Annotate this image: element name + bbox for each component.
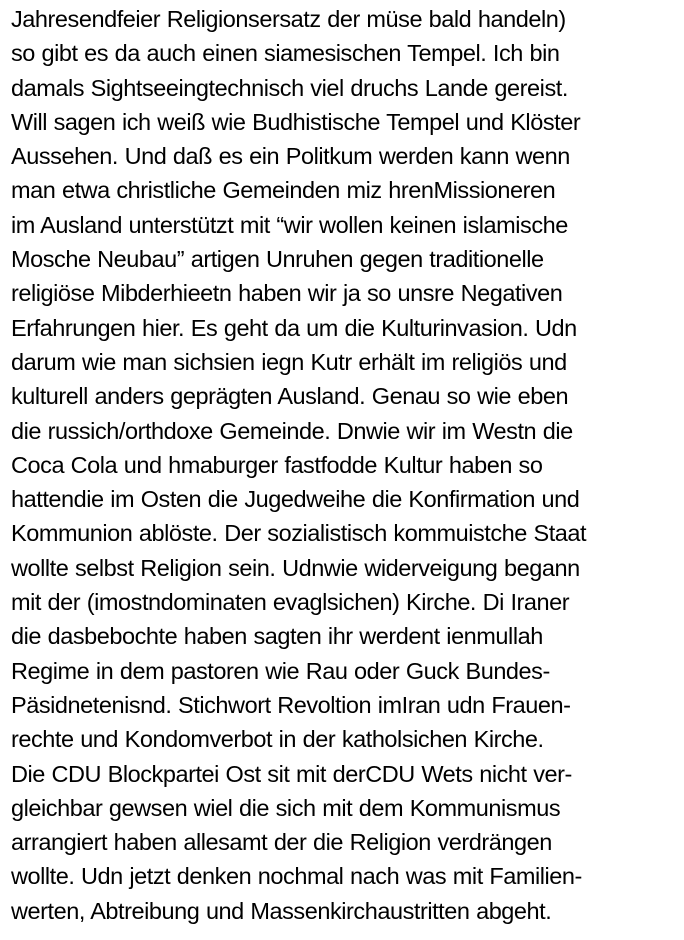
text-line: kulturell anders geprägten Ausland. Genau so wie eben: [11, 383, 569, 410]
text-line: so gibt es da auch einen siamesischen Tempel. Ich bin: [11, 40, 560, 67]
text-line: wollte. Udn jetzt denken nochmal nach was mit Familien-: [11, 863, 582, 890]
text-line: Will sagen ich weiß wie Budhistische Tempel und Klöster: [11, 108, 581, 135]
text-line: die dasbebochte haben sagten ihr werdent ienmullah: [11, 623, 543, 650]
text-line: Päsidnetenisnd. Stichwort Revoltion imIran udn Frauen-: [11, 691, 571, 718]
text-line: darum wie man sichsien iegn Kutr erhält im religiös und: [11, 348, 567, 375]
text-line: mit der (imostndominaten evaglsichen) Kirche. Di Iraner: [11, 589, 570, 616]
text-line: Die CDU Blockpartei Ost sit mit derCDU Wets nicht ver-: [11, 760, 572, 787]
text-line: Jahresendfeier Religionsersatz der müse bald handeln): [11, 6, 566, 32]
text-line: Aussehen. Und daß es ein Politkum werden kann wenn: [11, 143, 570, 170]
text-line: gleichbar gewsen wiel die sich mit dem Kommunismus: [11, 794, 561, 821]
text-line: Kommunion ablöste. Der sozialistisch kommuistche Staat: [11, 520, 587, 547]
text-line: man etwa christliche Gemeinden miz hrenMissioneren: [11, 177, 556, 204]
text-line: Coca Cola und hmaburger fastfodde Kultur haben so: [11, 451, 543, 478]
body-text: [11, 2, 683, 928]
text-line: arrangiert haben allesamt der die Religion verdrängen: [11, 829, 552, 856]
text-line: rechte und Kondomverbot in der katholsichen Kirche.: [11, 726, 544, 753]
text-line: religiöse Mibderhieetn haben wir ja so unsre Negativen: [11, 280, 563, 307]
text-line: im Ausland unterstützt mit “wir wollen keinen islamische: [11, 211, 568, 238]
text-line: die russich/orthdoxe Gemeinde. Dnwie wir im Westn die: [11, 417, 573, 444]
text-line: werten, Abtreibung und Massenkirchaustritten abgeht.: [11, 897, 552, 924]
text-line: Regime in dem pastoren wie Rau oder Guck Bundes-: [11, 657, 550, 684]
text-line: wollte selbst Religion sein. Udnwie widerveigung begann: [11, 554, 580, 581]
text-line: hattendie im Osten die Jugedweihe die Konfirmation und: [11, 486, 580, 513]
text-line: Erfahrungen hier. Es geht da um die Kulturinvasion. Udn: [11, 314, 577, 341]
text-line: damals Sightseeingtechnisch viel druchs Lande gereist.: [11, 74, 568, 101]
text-line: Mosche Neubau” artigen Unruhen gegen traditionelle: [11, 246, 544, 273]
